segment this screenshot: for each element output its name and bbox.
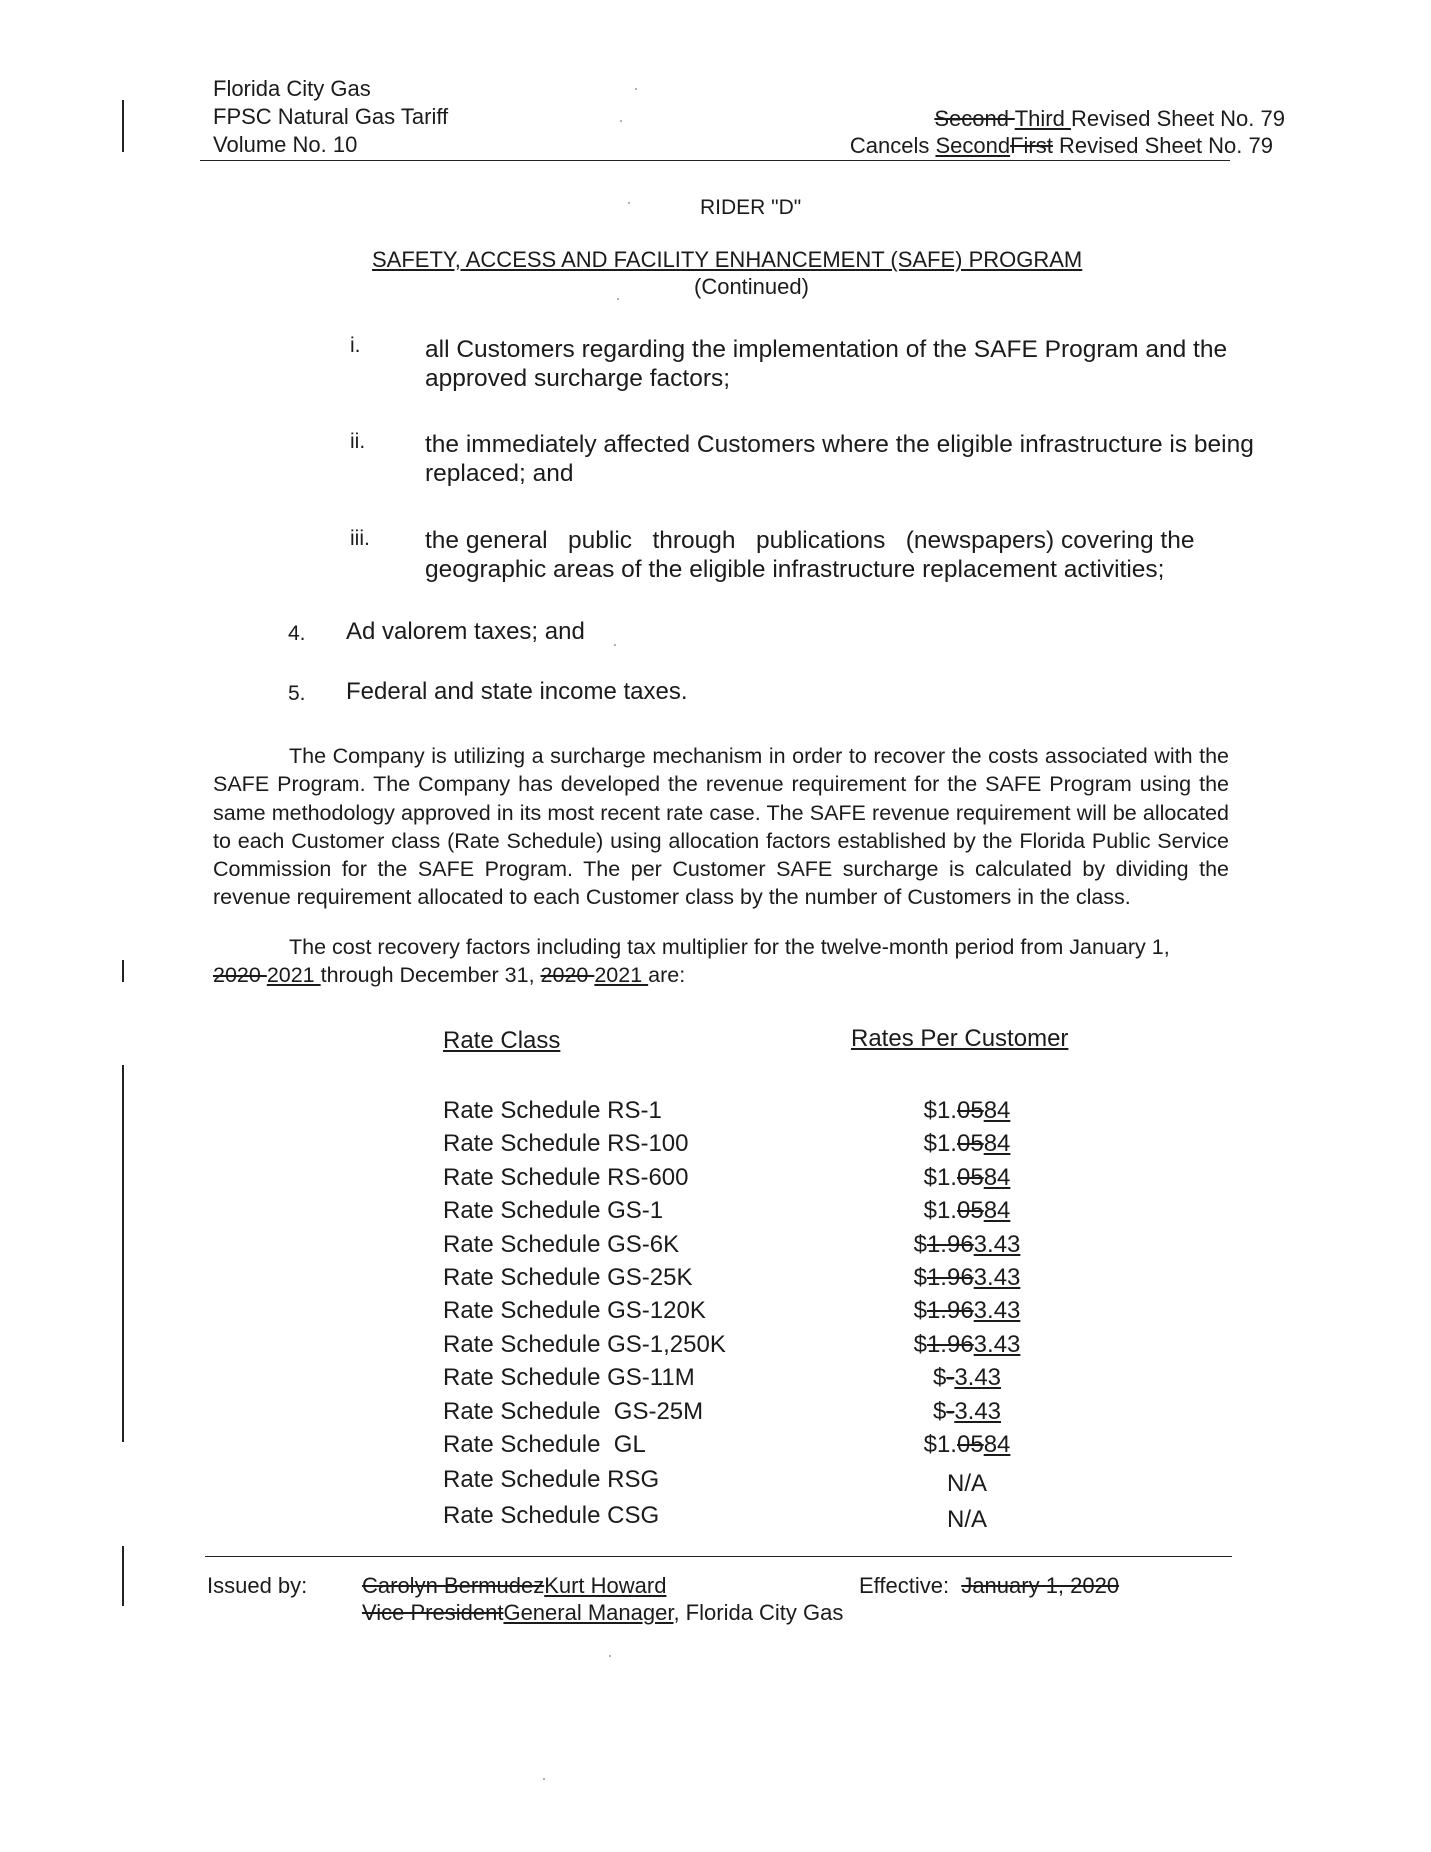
rate-class-cell: Rate Schedule GS-120K — [443, 1297, 706, 1324]
rate-class-cell: Rate Schedule RS-1 — [443, 1097, 662, 1124]
issuer-title — [362, 1600, 843, 1626]
scan-speck — [543, 1778, 545, 1780]
rate-prefix: $1. — [923, 1197, 957, 1224]
subitem-marker: ii. — [350, 430, 366, 453]
rate-new-value: 84 — [983, 1097, 1011, 1124]
rate-value-cell — [897, 1097, 1037, 1125]
rate-class-cell: Rate Schedule GS-25M — [443, 1398, 704, 1425]
rate-class-cell: Rate Schedule GS-6K — [443, 1231, 680, 1258]
scan-speck — [620, 120, 622, 122]
scan-speck — [617, 298, 619, 300]
rate-value-cell — [897, 1364, 1037, 1392]
rate-class-cell: Rate Schedule GS-1 — [443, 1197, 664, 1224]
item-text: Ad valorem taxes; and — [346, 618, 585, 645]
year-struck-text: 2020 — [213, 963, 267, 987]
subitem-marker: iii. — [350, 527, 370, 550]
scan-speck — [635, 88, 637, 90]
subitem-marker: i. — [350, 334, 361, 357]
paragraph-line: same methodology approved in its most recent rate case. The SAFE revenue requirement will be allocated — [213, 800, 1229, 825]
rate-new-value: 3.43 — [973, 1231, 1021, 1258]
cancels-rest-text: Revised Sheet No. 79 — [1052, 133, 1273, 158]
subitem-line: replaced; and — [425, 460, 574, 487]
rate-new-value: 84 — [983, 1431, 1011, 1458]
subitem-text — [425, 430, 1254, 488]
subitem-line: approved surcharge factors; — [425, 365, 731, 392]
rate-value-cell — [897, 1197, 1037, 1225]
recovery-paragraph-line2 — [213, 963, 685, 988]
rate-class-cell: Rate Schedule RS-100 — [443, 1130, 689, 1157]
title-struck-text: Vice President — [362, 1600, 504, 1625]
recovery-paragraph-line1: The cost recovery factors including tax multiplier for the twelve-month period from January 1, — [289, 935, 1170, 959]
rate-class-cell: Rate Schedule CSG — [443, 1502, 660, 1529]
rate-new-value: 3.43 — [954, 1364, 1002, 1391]
year-struck-text: 2020 — [540, 963, 595, 987]
rate-struck-value: 05 — [956, 1197, 984, 1224]
subitem-line: the immediately affected Customers where the eligible infrastructure is being — [425, 431, 1254, 458]
rate-prefix: $1. — [923, 1130, 957, 1157]
rate-prefix: $ — [913, 1331, 927, 1358]
rate-class-header: Rate Class — [443, 1027, 561, 1054]
year-new-text: 2021 — [266, 963, 321, 987]
issued-by-label: Issued by: — [207, 1573, 308, 1598]
rate-prefix: $ — [932, 1364, 947, 1391]
rate-class-cell: Rate Schedule GS-1,250K — [443, 1331, 726, 1358]
rate-struck-value: 1.96 — [926, 1297, 974, 1324]
rate-value-cell — [897, 1164, 1037, 1192]
effective-date — [859, 1573, 1119, 1599]
rate-class-cell: Rate Schedule GS-11M — [443, 1364, 695, 1391]
sheet-number — [934, 106, 1285, 132]
subitem-line: all Customers regarding the implementation of the SAFE Program and the — [425, 336, 1228, 363]
issuer-struck-text: Carolyn Bermudez — [362, 1573, 545, 1598]
rate-value-cell — [897, 1297, 1037, 1325]
title-new-text: General Manager — [503, 1600, 674, 1625]
rate-struck-value: - — [946, 1364, 955, 1391]
cancels-prefix: Cancels — [849, 133, 936, 158]
rate-new-value: 3.43 — [973, 1331, 1021, 1358]
rate-struck-value: 05 — [956, 1431, 984, 1458]
rate-prefix: N/A — [946, 1506, 987, 1533]
rate-value-cell — [897, 1331, 1037, 1359]
rate-struck-value: 05 — [956, 1097, 984, 1124]
rider-title: RIDER "D" — [700, 196, 802, 219]
paragraph-line: SAFE Program. The Company has developed the revenue requirement for the SAFE Program using the — [213, 772, 1229, 797]
program-title: SAFETY, ACCESS AND FACILITY ENHANCEMENT (SAFE) PROGRAM — [372, 247, 1083, 272]
paragraph-line: revenue requirement allocated to each Customer class by the number of Customers in the class. — [213, 885, 1131, 910]
scan-speck — [628, 202, 630, 204]
paragraph-line: to each Customer class (Rate Schedule) using allocation factors established by the Florida Public Service — [213, 828, 1229, 853]
rate-value-cell — [897, 1130, 1037, 1158]
year-new-text: 2021 — [594, 963, 649, 987]
title-rest-text: , Florida City Gas — [673, 1600, 844, 1625]
effective-struck-text: January 1, 2020 — [961, 1573, 1120, 1598]
rate-value-cell — [897, 1264, 1037, 1292]
rate-new-value: 84 — [983, 1130, 1011, 1157]
rate-new-value: 3.43 — [973, 1297, 1021, 1324]
rate-struck-value: 1.96 — [926, 1264, 974, 1291]
continued-label: (Continued) — [694, 274, 809, 299]
rate-new-value: 3.43 — [954, 1398, 1002, 1425]
scan-speck — [614, 644, 616, 646]
revision-bar — [122, 100, 124, 152]
item-marker: 4. — [288, 622, 306, 645]
scan-speck — [609, 1655, 611, 1657]
rate-class-cell: Rate Schedule RSG — [443, 1466, 660, 1493]
sheet-new-text: Third — [1014, 106, 1071, 131]
sheet-struck-text: Second — [934, 106, 1015, 131]
cancels-sheet — [850, 133, 1273, 159]
item-marker: 5. — [288, 682, 306, 705]
rate-prefix: $ — [913, 1231, 927, 1258]
cancels-struck-text: First — [1010, 133, 1053, 158]
rate-struck-value: 05 — [956, 1130, 984, 1157]
issuer-name — [362, 1573, 666, 1599]
rate-class-cell: Rate Schedule GL — [443, 1431, 646, 1458]
rate-value-cell — [897, 1398, 1037, 1426]
paragraph-line: Commission for the SAFE Program. The per Customer SAFE surcharge is calculated by dividing the — [213, 857, 1229, 882]
rate-struck-value: 1.96 — [926, 1231, 974, 1258]
surcharge-paragraph — [213, 742, 1229, 912]
rate-class-cell: Rate Schedule RS-600 — [443, 1164, 689, 1191]
rate-struck-value: - — [946, 1398, 955, 1425]
revision-bar — [122, 1546, 124, 1606]
paragraph-line: The Company is utilizing a surcharge mechanism in order to recover the costs associated with the — [289, 744, 1229, 768]
tariff-name: FPSC Natural Gas Tariff — [213, 104, 449, 129]
subitem-line: geographic areas of the eligible infrastructure replacement activities; — [425, 556, 1165, 583]
footer-rule — [205, 1556, 1232, 1557]
rate-prefix: $ — [932, 1398, 947, 1425]
company-name: Florida City Gas — [213, 76, 371, 101]
are-text: are: — [648, 963, 686, 987]
rate-class-cell: Rate Schedule GS-25K — [443, 1264, 693, 1291]
cancels-new-text: Second — [935, 133, 1011, 158]
revision-bar — [122, 960, 124, 982]
rate-prefix: $1. — [923, 1164, 957, 1191]
rates-per-customer-header: Rates Per Customer — [851, 1025, 1069, 1052]
rate-prefix: $ — [913, 1264, 927, 1291]
rate-prefix: $1. — [923, 1097, 957, 1124]
rate-value-cell — [897, 1431, 1037, 1459]
rate-prefix: $ — [913, 1297, 927, 1324]
rate-new-value: 84 — [983, 1164, 1011, 1191]
rate-struck-value: 05 — [956, 1164, 984, 1191]
issuer-new-text: Kurt Howard — [544, 1573, 667, 1598]
rate-value-cell — [897, 1231, 1037, 1259]
rate-prefix: N/A — [946, 1470, 987, 1497]
revision-bar — [122, 1065, 124, 1442]
header-rule — [200, 160, 1230, 161]
effective-label: Effective: — [859, 1573, 962, 1598]
item-text: Federal and state income taxes. — [346, 678, 688, 705]
rate-value-cell — [897, 1506, 1037, 1534]
volume-number: Volume No. 10 — [213, 132, 358, 157]
sheet-rest-text: Revised Sheet No. 79 — [1070, 106, 1285, 131]
through-text: through December 31, — [320, 963, 541, 987]
subitem-text — [425, 335, 1227, 393]
rate-prefix: $1. — [923, 1431, 957, 1458]
rate-new-value: 84 — [983, 1197, 1011, 1224]
rate-value-cell — [897, 1470, 1037, 1498]
rate-new-value: 3.43 — [973, 1264, 1021, 1291]
rate-struck-value: 1.96 — [926, 1331, 974, 1358]
subitem-text — [425, 526, 1194, 584]
subitem-line: the general public through publications (newspapers) covering the — [425, 527, 1195, 554]
